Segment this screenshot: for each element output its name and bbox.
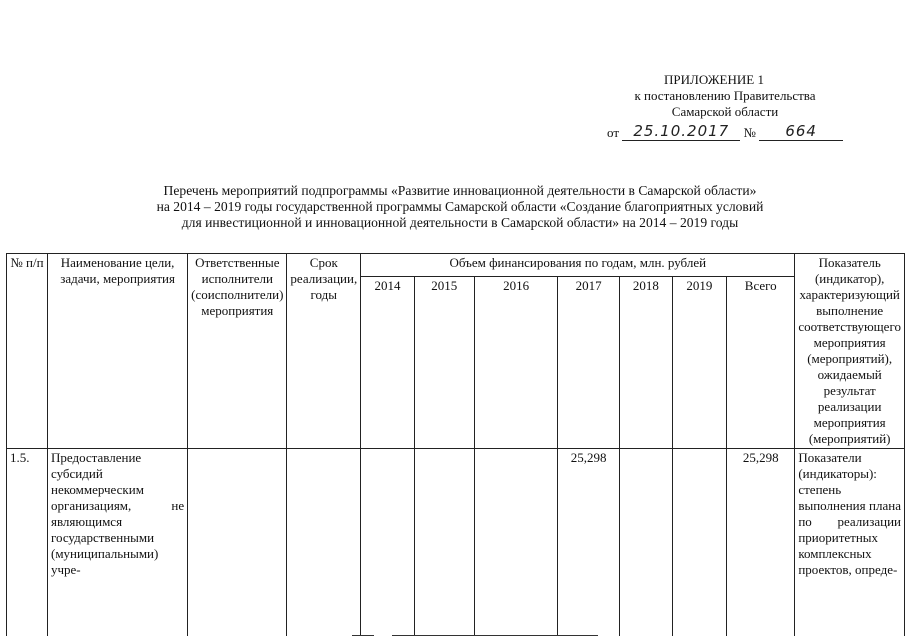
header-year: 2017	[558, 277, 620, 449]
row-num: 1.5.	[7, 449, 48, 637]
row-name: Предоставление субсидий некоммерческим организациям, не являющимся государственными (муниципальными) учре-	[47, 449, 187, 637]
number-field	[759, 122, 843, 141]
header-total: Всего	[727, 277, 795, 449]
header-year: 2018	[620, 277, 673, 449]
table-row	[7, 449, 905, 637]
row-value-2014	[361, 449, 415, 637]
appendix-heading: ПРИЛОЖЕНИЕ 1	[664, 72, 764, 87]
row-value-2017: 25,298	[558, 449, 620, 637]
header-funding: Объем финансирования по годам, млн. рублей	[361, 254, 795, 277]
page-bottom-fragment	[352, 635, 374, 636]
header-year: 2016	[474, 277, 557, 449]
date-prefix: от	[607, 125, 620, 140]
appendix-line-1: к постановлению Правительства	[634, 88, 816, 103]
date-field	[622, 122, 740, 141]
row-value-2015	[414, 449, 474, 637]
resolution-date-row	[607, 122, 852, 141]
row-value-total: 25,298	[727, 449, 795, 637]
row-value-2018	[620, 449, 673, 637]
header-year: 2019	[672, 277, 727, 449]
number-prefix: №	[743, 125, 756, 140]
title-line-1: Перечень мероприятий подпрограммы «Развитие инновационной деятельности в Самарской области»	[163, 183, 757, 198]
title-line-3: для инвестиционной и инновационной деятельности в Самарской области» на 2014 – 2019 годы	[181, 215, 739, 230]
header-responsible: Ответственные исполнители (соисполнители) мероприятия	[188, 254, 287, 449]
header-num: № п/п	[7, 254, 48, 449]
header-year: 2015	[414, 277, 474, 449]
row-value-2019	[672, 449, 727, 637]
handwritten-date: 25.10.2017	[633, 122, 730, 140]
title-line-2: на 2014 – 2019 годы государственной программы Самарской области «Создание благоприятных условий	[156, 199, 764, 214]
row-term	[287, 449, 361, 637]
header-year: 2014	[361, 277, 415, 449]
header-term: Срок реализации, годы	[287, 254, 361, 449]
header-indicator: Показатель (индикатор), характеризующий выполнение соответствующего мероприятия (мероприятий), ожидаемый результат реализации мероприятия (мероприятий)	[795, 254, 905, 449]
page-bottom-fragment	[392, 635, 598, 636]
measures-table	[6, 253, 905, 636]
row-indicator: Показатели (индикаторы): степень выполнения плана по реализации приоритетных комплексных проектов, опреде-	[795, 449, 905, 637]
row-value-2016	[474, 449, 557, 637]
appendix-line-2: Самарской области	[671, 104, 779, 119]
document-title	[60, 183, 860, 231]
appendix-block	[600, 72, 850, 120]
row-responsible	[188, 449, 287, 637]
handwritten-number: 664	[785, 122, 817, 140]
header-name: Наименование цели, задачи, мероприятия	[47, 254, 187, 449]
